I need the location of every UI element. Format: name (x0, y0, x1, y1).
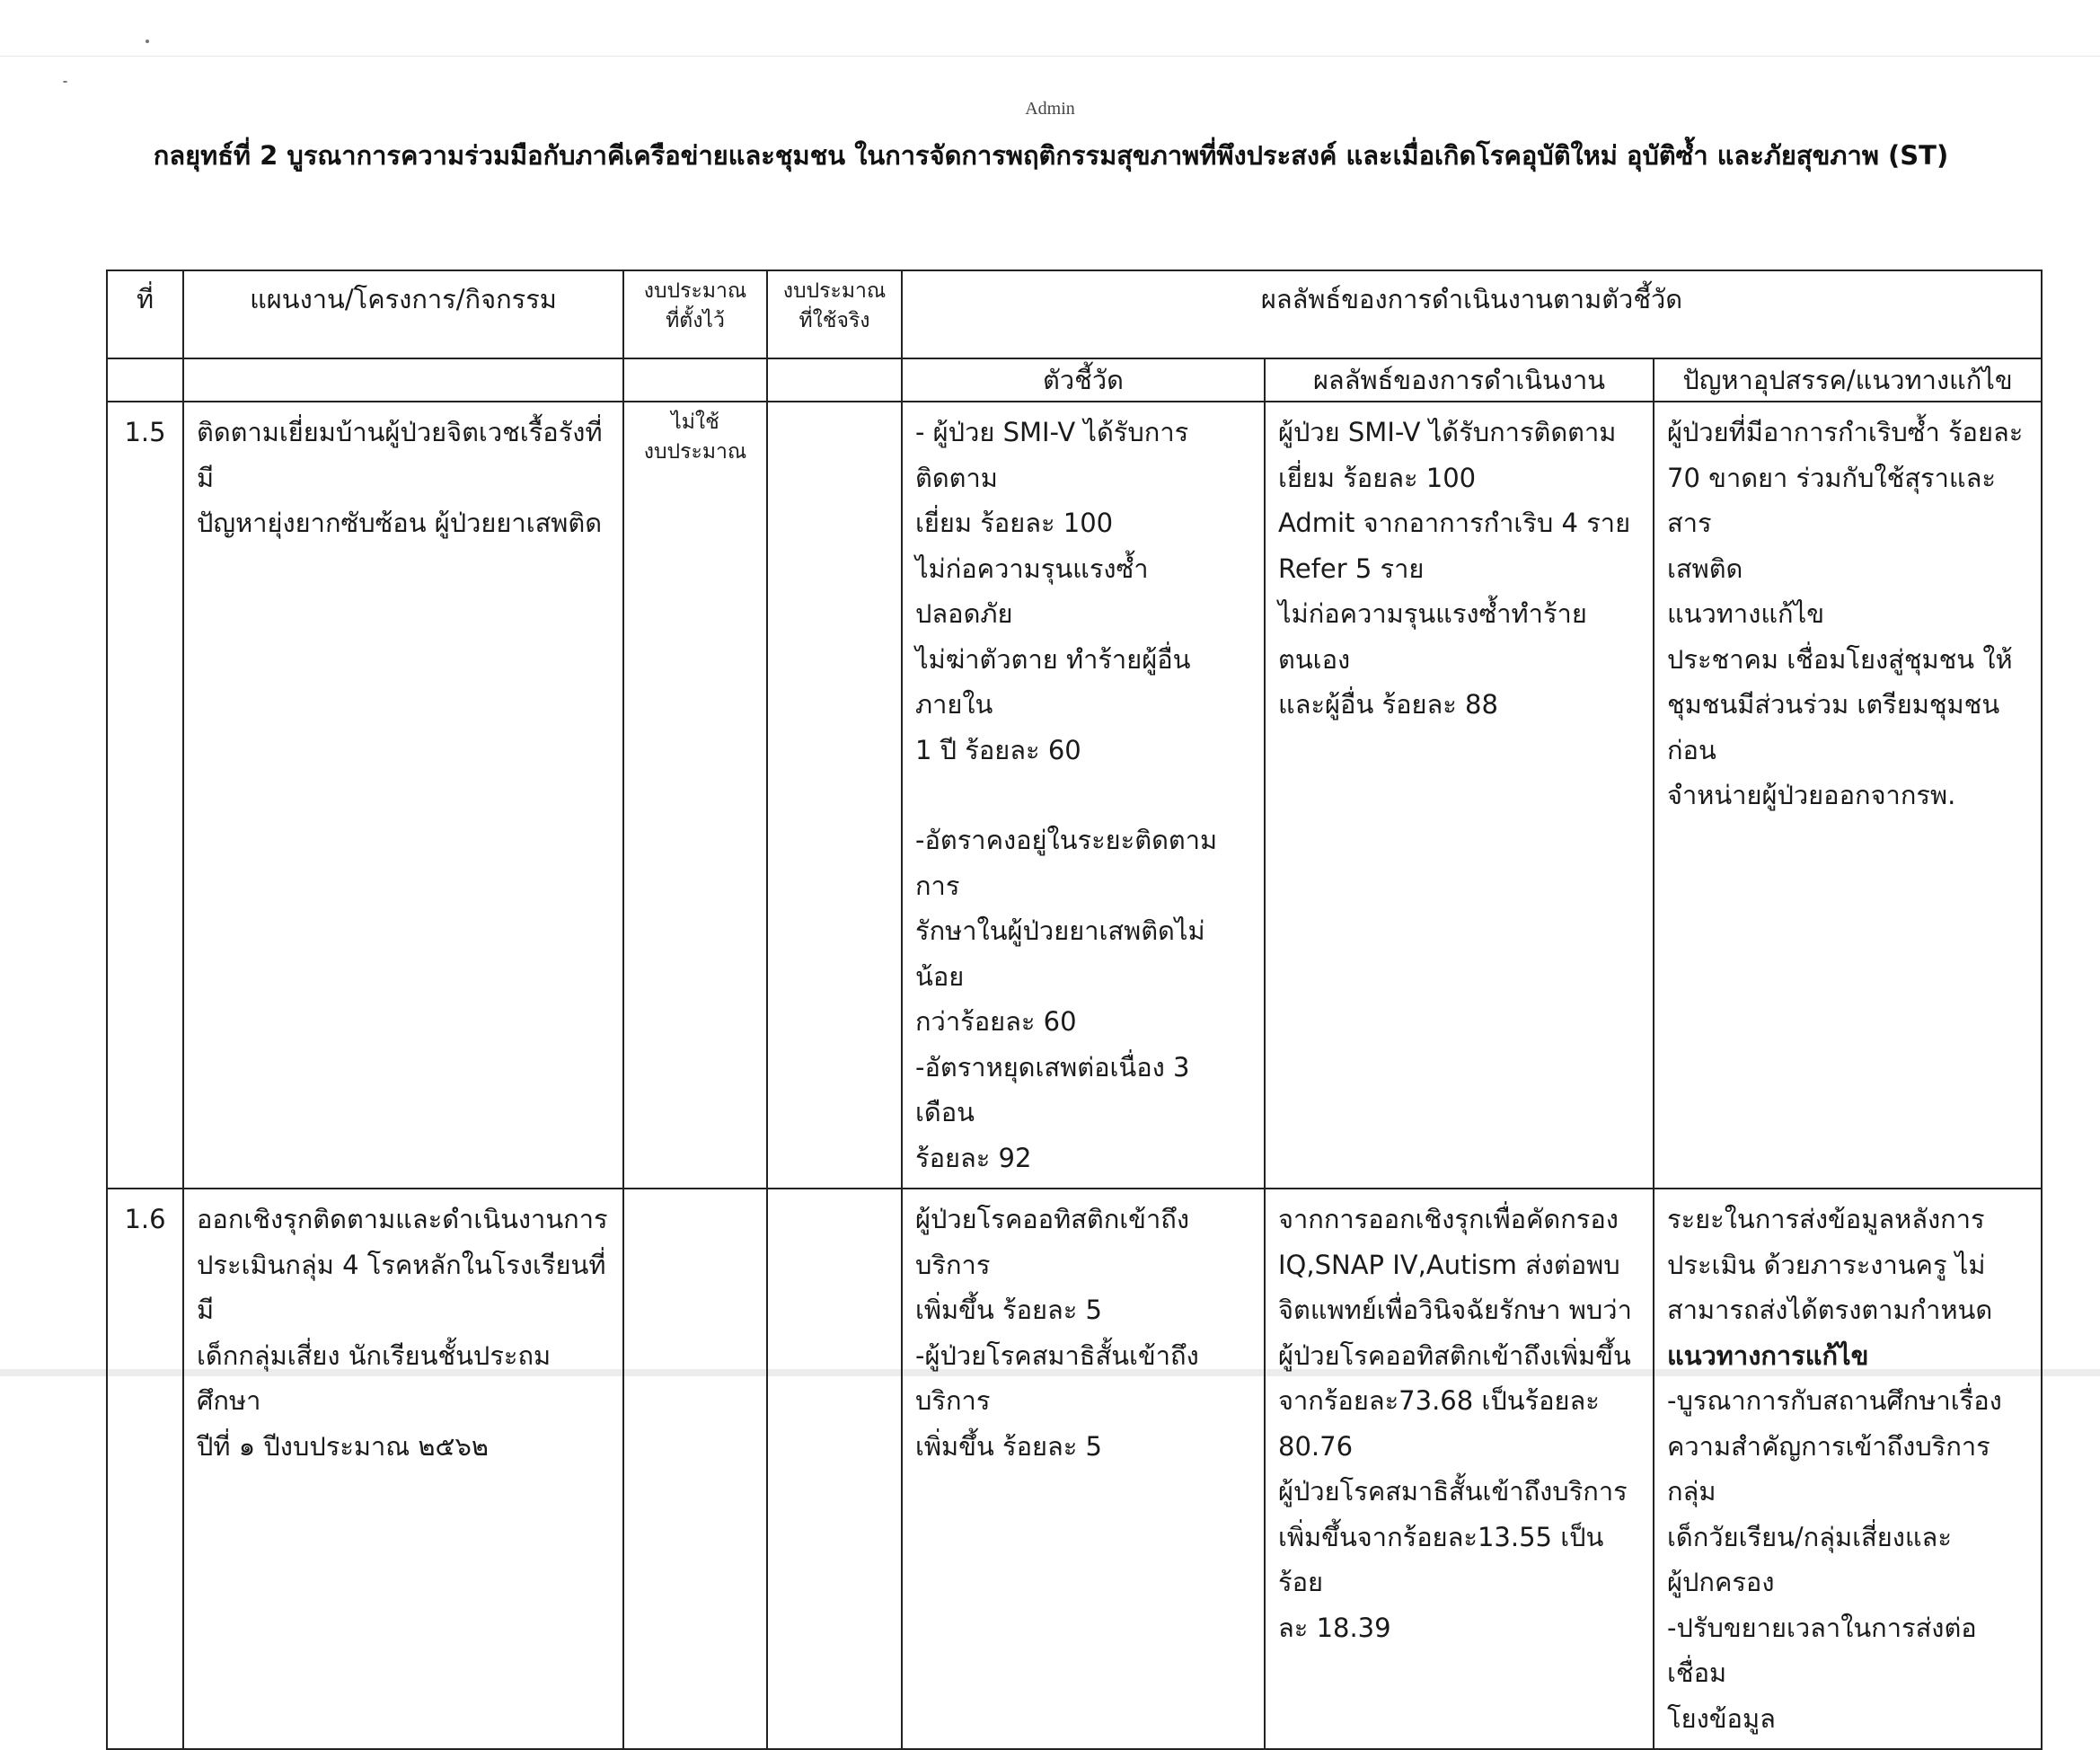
row-indicator: - ผู้ป่วย SMI-V ได้รับการติดตาม เยี่ยม ร้อยละ 100 ไม่ก่อความรุนแรงซ้ำ ปลอดภัย ไม่ฆ่าตัวตาย ทำร้ายผู้อื่น ภายใน 1 ปี ร้อยละ 60 -อัตราคงอยู่ในระยะติดตามการ รักษาในผู้ป่วยยาเสพติดไม่น้อย กว่าร้อยละ 60 -อัตราหยุดเสพต่อเนื่อง 3 เดือน ร้อยละ 92 (902, 402, 1265, 1189)
row-outcome: จากการออกเชิงรุกเพื่อคัดกรอง IQ,SNAP IV,Autism ส่งต่อพบ จิตแพทย์เพื่อวินิจฉัยรักษา พบว่า ผู้ป่วยโรคออทิสติกเข้าถึงเพิ่มขึ้น จากร้อยละ73.68 เป็นร้อยละ 80.76 ผู้ป่วยโรคสมาธิสั้นเข้าถึงบริการ เพิ่มขึ้นจากร้อยละ13.55 เป็นร้อย ละ 18.39 (1265, 1189, 1654, 1749)
header-budget-used: งบประมาณ ที่ใช้จริง (767, 270, 902, 358)
subheader-row (107, 358, 2042, 402)
subheader-empty (183, 358, 623, 402)
row-indicator: ผู้ป่วยโรคออทิสติกเข้าถึงบริการ เพิ่มขึ้น ร้อยละ 5 -ผู้ป่วยโรคสมาธิสั้นเข้าถึงบริการ เพิ่มขึ้น ร้อยละ 5 (902, 1189, 1265, 1749)
header-problems: ปัญหาอุปสรรค/แนวทางแก้ไข (1654, 358, 2042, 402)
row-problems: ผู้ป่วยที่มีอาการกำเริบซ้ำ ร้อยละ 70 ขาดยา ร่วมกับใช้สุราและสาร เสพติด แนวทางแก้ไข ประชาคม เชื่อมโยงสู่ชุมชน ให้ ชุมชนมีส่วนร่วม เตรียมชุมชนก่อน จำหน่ายผู้ป่วยออกจากรพ. (1654, 402, 2042, 1189)
header-budget-set: งบประมาณ ที่ตั้งไว้ (623, 270, 767, 358)
header-row (107, 270, 2042, 358)
row-budget-used (767, 402, 902, 1189)
subheader-empty (767, 358, 902, 402)
row-budget-set: ไม่ใช้ งบประมาณ (623, 402, 767, 1189)
header-plan: แผนงาน/โครงการ/กิจกรรม (183, 270, 623, 358)
scan-edge-top (0, 56, 2100, 57)
row-problems: ระยะในการส่งข้อมูลหลังการ ประเมิน ด้วยภาระงานครู ไม่ สามารถส่งได้ตรงตามกำหนด แนวทางการแก้ไข -บูรณาการกับสถานศึกษาเรื่อง ความสำคัญการเข้าถึงบริการกลุ่ม เด็กวัยเรียน/กลุ่มเสี่ยงและ ผู้ปกครอง -ปรับขยายเวลาในการส่งต่อเชื่อม โยงข้อมูล (1654, 1189, 2042, 1749)
row-budget-used (767, 1189, 902, 1749)
row-budget-set (623, 1189, 767, 1749)
page-title: กลยุทธ์ที่ 2 บูรณาการความร่วมมือกับภาคีเครือข่ายและชุมชน ในการจัดการพฤติกรรมสุขภาพที่พึงประสงค์ และเมื่อเกิดโรคอุบัติใหม่ อุบัติซ้ำ และภัยสุขภาพ (ST) (153, 140, 1949, 171)
row-number: 1.5 (107, 402, 183, 1189)
row-plan: ออกเชิงรุกติดตามและดำเนินงานการ ประเมินกลุ่ม 4 โรคหลักในโรงเรียนที่มี เด็กกลุ่มเสี่ยง นักเรียนชั้นประถมศึกษา ปีที่ ๑ ปีงบประมาณ ๒๕๖๒ (183, 1189, 623, 1749)
header-outcome: ผลลัพธ์ของการดำเนินงาน (1265, 358, 1654, 402)
scan-speck (63, 81, 67, 83)
table-row (107, 402, 2042, 1189)
header-no: ที่ (107, 270, 183, 358)
subheader-empty (107, 358, 183, 402)
solution-heading: แนวทางการแก้ไข (1667, 1339, 1869, 1371)
header-indicator: ตัวชี้วัด (902, 358, 1265, 402)
subheader-empty (623, 358, 767, 402)
row-plan: ติดตามเยี่ยมบ้านผู้ป่วยจิตเวชเรื้อรังที่มี ปัญหายุ่งยากซับซ้อน ผู้ป่วยยาเสพติด (183, 402, 623, 1189)
plan-table (106, 270, 2043, 1750)
table-row (107, 1189, 2042, 1749)
header-label: Admin (1025, 99, 1075, 119)
scan-speck (146, 40, 149, 43)
header-results: ผลลัพธ์ของการดำเนินงานตามตัวชี้วัด (902, 270, 2042, 358)
row-outcome: ผู้ป่วย SMI-V ได้รับการติดตาม เยี่ยม ร้อยละ 100 Admit จากอาการกำเริบ 4 ราย Refer 5 ราย ไม่ก่อความรุนแรงซ้ำทำร้ายตนเอง และผู้อื่น ร้อยละ 88 (1265, 402, 1654, 1189)
row-number: 1.6 (107, 1189, 183, 1749)
